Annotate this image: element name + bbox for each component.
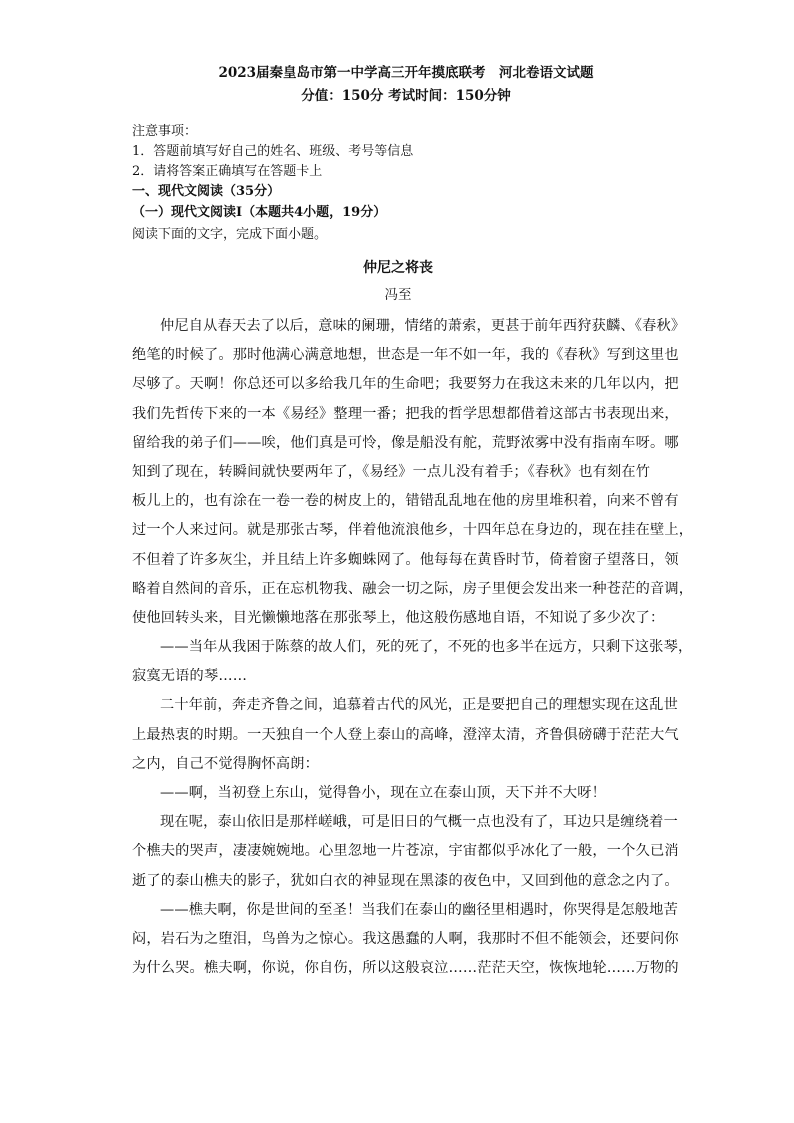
article-body [132, 312, 694, 983]
notice-item: 2．请将答案正确填写在答题卡上 [132, 164, 323, 179]
article-line: ——樵夫啊，你是世间的至圣！当我们在泰山的幽径里相遇时，你哭得是怎般地苦 [160, 901, 678, 918]
article-line: 上最热衷的时期。一天独自一个人登上泰山的高峰，澄滓太清，齐鲁俱磅礴于茫茫大气 [132, 726, 679, 743]
article-line: ——当年从我困于陈蔡的故人们，死的死了，不死的也多半在远方，只剩下这张琴， [160, 639, 693, 656]
article-line: 留给我的弟子们——唉，他们真是可怜，像是船没有舵，荒野浓雾中没有指南车呀。哪 [132, 434, 679, 451]
article-line: 寂寞无语的琴…… [132, 668, 248, 685]
article-line: 逝了的泰山樵夫的影子，犹如白衣的神显现在黑漆的夜色中，又回到他的意念之内了。 [132, 872, 679, 889]
notice-item: 1．答题前填写好自己的姓名、班级、考号等信息 [132, 144, 414, 159]
article-title: 仲尼之将丧 [363, 260, 433, 276]
article-line: 不但着了许多灰尘，并且结上许多蜘蛛网了。他每每在黄昏时节，倚着窗子望落日，领 [132, 551, 679, 568]
article-line: 之内，自己不觉得胸怀高朗： [132, 755, 320, 772]
article-line: 板儿上的，也有涂在一卷一卷的树皮上的，错错乱乱地在他的房里堆积着，向来不曾有 [132, 493, 679, 510]
reading-instruction: 阅读下面的文字，完成下面小题。 [132, 227, 328, 242]
article-line: 仲尼自从春天去了以后，意味的阑珊，情绪的萧索，更甚于前年西狩获麟、《春秋》 [160, 318, 686, 334]
article-line: 闷，岩石为之堕泪，鸟兽为之惊心。我这愚蠢的人啊，我那时不但不能领会，还要问你 [132, 930, 679, 947]
article-line: 略着自然间的音乐，正在忘机物我、融会一切之际，房子里便会发出来一种苍茫的音调， [132, 580, 694, 597]
article-line: 过一个人来过问。就是那张古琴，伴着他流浪他乡，十四年总在身边的，现在挂在壁上， [132, 522, 694, 539]
article-line: 尽够了。天啊！你总还可以多给我几年的生命吧；我要努力在我这未来的几年以内，把 [132, 376, 679, 393]
article-line: 绝笔的时候了。那时他满心满意地想，世态是一年不如一年，我的《春秋》写到这里也 [132, 347, 679, 364]
article-line: 二十年前，奔走齐鲁之间，追慕着古代的风光，正是要把自己的理想实现在这乱世 [160, 697, 678, 714]
article-line: 知到了现在，转瞬间就快要两年了，《易经》一点儿没有着手；《春秋》也有刻在竹 [132, 463, 651, 480]
article-line: 现在呢，泰山依旧是那样嵯峨，可是旧日的气概一点也没有了，耳边只是缠绕着一 [160, 814, 678, 831]
article-line: 为什么哭。樵夫啊，你说，你自伤，所以这般哀泣……茫茫天空，恢恢地轮……万物的 [132, 960, 679, 977]
exam-title: 2023届秦皇岛市第一中学高三开年摸底联考 河北卷语文试题 [218, 65, 594, 81]
exam-subtitle: 分值：150分 考试时间：150分钟 [301, 88, 511, 104]
article-line: 使他回转头来，目光懒懒地落在那张琴上，他这般伤感地自语，不知说了多少次了： [132, 609, 665, 626]
notice-heading: 注意事项： [132, 124, 198, 139]
subsection-title: （一）现代文阅读Ⅰ（本题共4小题，19分） [132, 205, 387, 220]
section-title: 一、现代文阅读（35分） [132, 184, 281, 199]
article-line: 个樵夫的哭声，凄凄婉婉地。心里忽地一片苍凉，宇宙都似乎冰化了一般，一个久已消 [132, 843, 679, 860]
exam-page [132, 62, 694, 983]
article-author: 冯至 [384, 287, 412, 303]
article-line: ——啊，当初登上东山，觉得鲁小，现在立在泰山顶，天下并不大呀！ [160, 785, 607, 801]
notice-block [132, 122, 664, 182]
article-line: 我们先哲传下来的一本《易经》整理一番；把我的哲学思想都借着这部古书表现出来， [132, 405, 679, 422]
